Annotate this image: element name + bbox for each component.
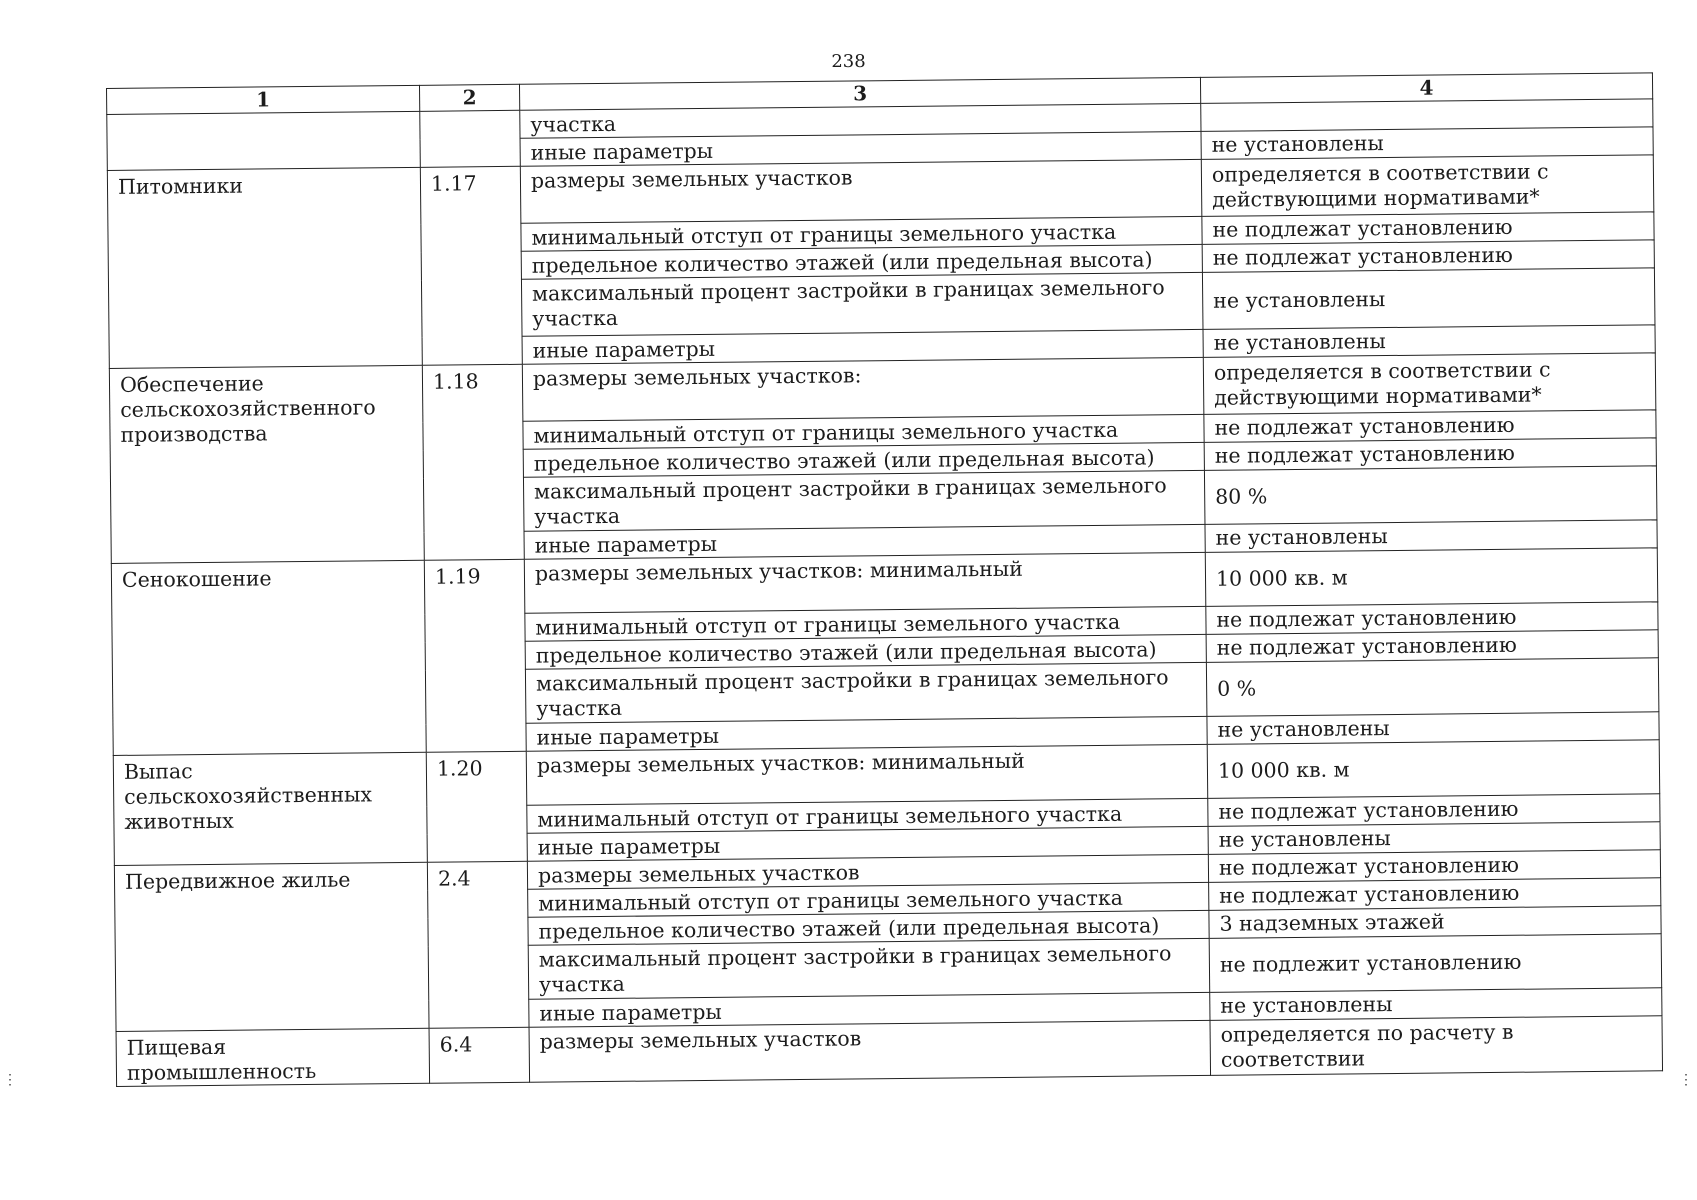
parameter-name: минимальный отступ от границы земельного участка	[528, 882, 1209, 917]
land-use-name: Обеспечение сельскохозяйственного производства	[109, 365, 424, 563]
land-use-name: Питомники	[107, 167, 422, 368]
land-use-code: 6.4	[429, 1027, 530, 1083]
column-header: 4	[1200, 73, 1652, 104]
parameter-name: размеры земельных участков	[529, 1020, 1211, 1082]
parameter-value: не подлежат установлению	[1209, 878, 1661, 911]
parameter-name: участка	[520, 103, 1201, 138]
parameter-name: максимальный процент застройки в границах земельного участка	[525, 662, 1207, 723]
parameter-name: предельное количество этажей (или предельная высота)	[528, 910, 1209, 945]
scan-edge-mark-left: ⋮	[3, 1072, 17, 1088]
land-use-name: Пищевая промышленность	[116, 1028, 430, 1086]
parameter-value: не подлежат установлению	[1202, 212, 1654, 245]
parameter-value: не подлежат установлению	[1202, 240, 1654, 273]
parameter-value: не установлены	[1208, 822, 1660, 855]
parameter-name: максимальный процент застройки в границах земельного участка	[521, 272, 1203, 336]
parameter-value: 3 надземных этажей	[1209, 906, 1661, 939]
parameter-value: определяется по расчету в соответствии	[1210, 1016, 1663, 1076]
parameter-name: минимальный отступ от границы земельного участка	[525, 606, 1206, 641]
parameter-value: не установлены	[1201, 127, 1653, 160]
parameter-value: не подлежит установлению	[1209, 934, 1662, 993]
parameter-value: определяется в соответствии с действующими нормативами*	[1203, 353, 1656, 415]
parameter-value: не установлены	[1207, 712, 1659, 745]
parameter-value: не подлежат установлению	[1208, 850, 1660, 883]
parameter-name: размеры земельных участков:	[522, 357, 1204, 421]
parameter-name: размеры земельных участков	[520, 159, 1202, 223]
parameter-name: предельное количество этажей (или предельная высота)	[523, 442, 1204, 477]
parameter-name: иные параметры	[520, 131, 1201, 166]
parameter-value: 10 000 кв. м	[1205, 548, 1658, 607]
parameter-value: 0 %	[1206, 658, 1659, 717]
page-number: 238	[831, 51, 866, 72]
column-header: 1	[107, 85, 420, 114]
parameter-name: иные параметры	[522, 329, 1203, 364]
parameter-name: минимальный отступ от границы земельного участка	[521, 216, 1202, 251]
parameter-value: не подлежат установлению	[1204, 438, 1656, 471]
parameter-value: не установлены	[1210, 988, 1662, 1021]
column-header: 2	[419, 84, 519, 111]
parameter-value: определяется в соответствии с действующими нормативами*	[1201, 155, 1654, 217]
parameter-name: максимальный процент застройки в границах земельного участка	[528, 938, 1210, 999]
parameter-value: не установлены	[1202, 268, 1655, 330]
land-use-name: Сенокошение	[111, 560, 426, 755]
parameter-name: размеры земельных участков: минимальный	[524, 552, 1206, 613]
parameter-name: размеры земельных участков: минимальный	[526, 744, 1208, 805]
land-use-code: 1.19	[424, 559, 526, 752]
land-use-name: Выпас сельскохозяйственных животных	[113, 752, 427, 865]
parameter-name: максимальный процент застройки в границах земельного участка	[523, 470, 1205, 531]
land-use-code: 1.17	[420, 166, 522, 365]
land-use-code: 1.20	[426, 751, 527, 862]
parameter-name: иные параметры	[524, 524, 1205, 559]
parameter-name: предельное количество этажей (или предельная высота)	[525, 634, 1206, 669]
parameter-value: не подлежат установлению	[1204, 410, 1656, 443]
column-header: 3	[519, 77, 1200, 110]
land-use-name: Передвижное жилье	[114, 862, 429, 1031]
parameter-value: 80 %	[1204, 466, 1657, 525]
scanned-table-area	[106, 72, 1662, 1087]
parameter-name: иные параметры	[526, 716, 1207, 751]
parameter-name: минимальный отступ от границы земельного участка	[523, 414, 1204, 449]
scan-edge-mark-right: ⋮	[1679, 1072, 1693, 1088]
land-use-code	[420, 110, 521, 167]
parameter-value: 10 000 кв. м	[1207, 740, 1660, 799]
parameter-value: не установлены	[1205, 520, 1657, 553]
parameter-name: предельное количество этажей (или предельная высота)	[521, 244, 1202, 279]
parameter-name: размеры земельных участков	[527, 854, 1208, 889]
land-use-code: 1.18	[422, 364, 524, 560]
regulations-table	[106, 72, 1663, 1087]
parameter-name: иные параметры	[529, 992, 1210, 1027]
parameter-value: не подлежат установлению	[1206, 602, 1658, 635]
land-use-code: 2.4	[427, 861, 529, 1028]
parameter-value: не установлены	[1203, 325, 1655, 358]
parameter-name: минимальный отступ от границы земельного участка	[527, 798, 1208, 833]
parameter-name: иные параметры	[527, 826, 1208, 861]
parameter-value: не подлежат установлению	[1208, 794, 1660, 827]
parameter-value: не подлежат установлению	[1206, 630, 1658, 663]
land-use-name	[107, 111, 421, 170]
